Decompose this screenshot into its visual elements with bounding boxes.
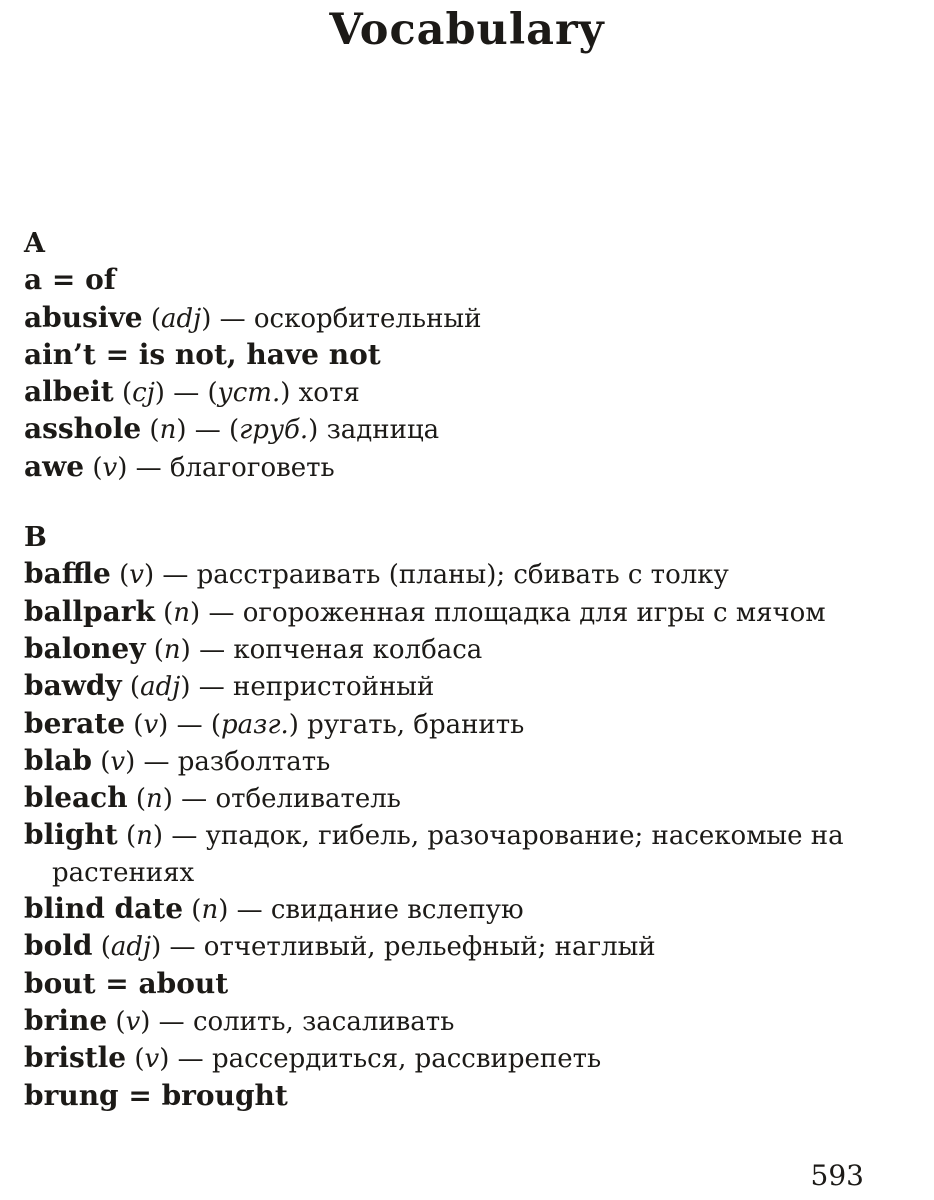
entry-definition: непристойный [233,672,435,703]
vocab-entry: baffle (v) — расстраивать (планы); сбивать с толку [24,557,729,591]
vocab-entry [24,966,894,1003]
entry-term: bout = about [24,966,229,1000]
entry-definition: оскорбительный [253,303,482,334]
entry-term: ain’t = is not, have not [24,337,381,371]
entry-term: bold [24,929,93,963]
section-letter: A [24,228,45,259]
entry-term: ballpark [24,594,155,628]
entry-definition: упадок, гибель, разочарование; насекомые на растениях [52,821,844,888]
entry-part-of-speech: v [102,452,118,483]
entry-term: asshole [24,412,142,446]
entry-part-of-speech: adj [110,932,152,963]
entry-term: albeit [24,375,114,409]
entry-term: blight [24,818,118,852]
entry-definition: отбеливатель [215,784,401,815]
vocab-entry [24,337,894,374]
entry-term: blind date [24,892,184,926]
entry-term: awe [24,449,85,483]
entry-part-of-speech: n [159,415,177,446]
vocab-entry: bleach (n) — отбеливатель [24,781,401,815]
entry-term: baffle [24,557,111,591]
vocab-entry: baloney (n) — копченая колбаса [24,631,483,665]
vocab-entry: abusive (adj) — оскорбительный [24,300,482,334]
entry-term: berate [24,706,126,740]
entry-part-of-speech: n [173,597,191,628]
vocab-entry: bold (adj) — отчетливый, рельефный; наглый [24,929,656,963]
vocab-entry [24,1078,894,1115]
entry-definition: хотя [298,378,360,409]
entry-part-of-speech: n [163,634,181,665]
page-title: Vocabulary [329,5,605,55]
vocab-entry: blab (v) — разболтать [24,743,331,777]
entry-usage-note: уст. [217,378,281,409]
entry-term: abusive [24,300,143,334]
vocab-entry: blind date (n) — свидание вслепую [24,892,524,926]
vocab-entry: bristle (v) — рассердиться, рассвирепеть [24,1041,602,1075]
entry-part-of-speech: adj [160,303,202,334]
entry-definition: ругать, бранить [307,709,525,740]
entry-term: brine [24,1003,108,1037]
entry-term: brung = brought [24,1078,288,1112]
entry-part-of-speech: v [144,1044,160,1075]
vocabulary-list [24,226,894,1149]
entry-part-of-speech: cj [132,378,155,409]
entry-term: a = of [24,263,116,297]
entry-usage-note: разг. [221,709,289,740]
entry-definition: копченая колбаса [233,634,483,665]
entry-term: baloney [24,631,146,665]
vocab-entry: bawdy (adj) — непристойный [24,669,435,703]
vocab-entry: ballpark (n) — огороженная площадка для игры с мячом [24,594,826,628]
section-a [24,226,894,486]
vocab-entry: brine (v) — солить, засаливать [24,1003,455,1037]
section-b [24,520,894,1115]
entry-part-of-speech: n [136,821,153,852]
entry-part-of-speech: adj [140,672,181,703]
entry-definition: расстраивать (планы); сбивать с толку [196,560,729,591]
vocab-entry: awe (v) — благоговеть [24,449,335,483]
entry-definition: солить, засаливать [192,1006,455,1037]
entry-definition: огороженная площадка для игры с мячом [242,597,826,628]
entry-part-of-speech: v [129,560,144,591]
vocab-entry: blight (n) — упадок, гибель, разочарование; насекомые на растениях [24,818,844,888]
entry-definition: отчетливый, рельефный; наглый [203,932,656,963]
entry-definition: рассердиться, рассвирепеть [211,1044,602,1075]
entry-part-of-speech: v [125,1006,141,1037]
entry-part-of-speech: v [143,709,159,740]
entry-definition: благоговеть [169,452,335,483]
entry-usage-note: груб. [239,415,309,446]
entry-term: bawdy [24,669,122,703]
entry-term: bristle [24,1041,127,1075]
entry-term: blab [24,743,92,777]
section-letter: B [24,522,47,554]
entry-term: bleach [24,781,128,815]
entry-definition: задница [326,415,440,446]
vocab-entry [24,262,894,299]
entry-part-of-speech: n [201,895,219,926]
entry-definition: разболтать [177,746,331,777]
vocab-entry: berate (v) — (разг.) ругать, бранить [24,706,525,740]
entry-part-of-speech: v [110,746,126,777]
entry-definition: свидание вслепую [270,895,524,926]
page-number: 593 [810,1159,864,1192]
entry-part-of-speech: n [146,784,163,815]
vocab-entry: asshole (n) — (груб.) задница [24,412,440,446]
vocab-entry: albeit (cj) — (уст.) хотя [24,375,360,409]
